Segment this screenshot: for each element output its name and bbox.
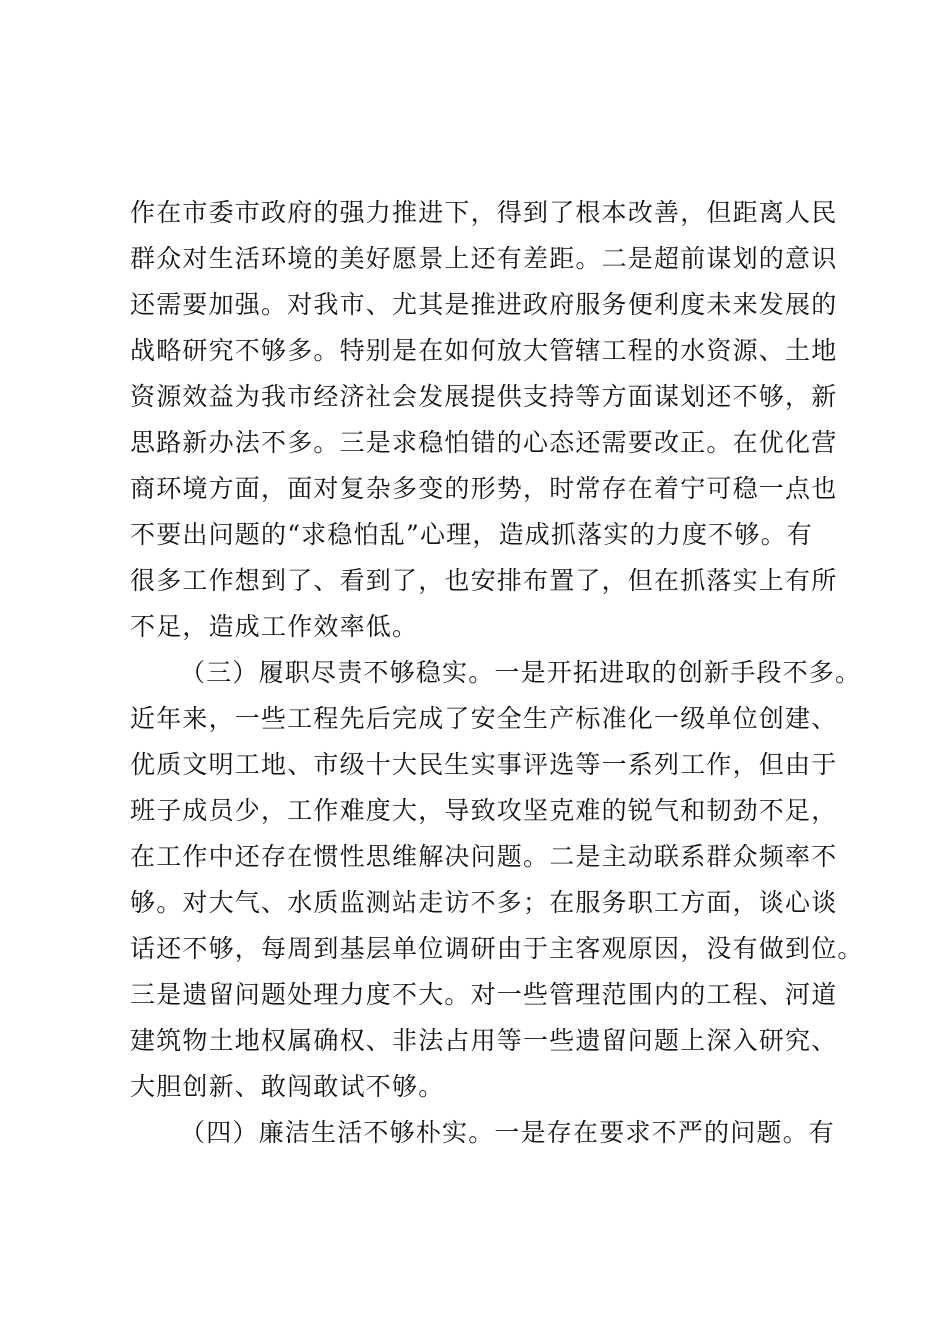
text-line: 商环境方面，面对复杂多变的形势，时常存在着宁可稳一点也 xyxy=(130,474,838,503)
text-line: 大胆创新、敢闯敢试不够。 xyxy=(130,1072,445,1101)
text-line: 近年来，一些工程先后完成了安全生产标准化一级单位创建、 xyxy=(130,704,838,733)
text-line: 三是遗留问题处理力度不大。对一些管理范围内的工程、河道 xyxy=(130,980,838,1009)
section-heading-line: （三）履职尽责不够稳实。一是开拓进取的创新手段不多。 xyxy=(180,658,862,687)
text-line: 资源效益为我市经济社会发展提供支持等方面谋划还不够，新 xyxy=(130,382,838,411)
body-text xyxy=(130,190,864,1156)
text-line: 群众对生活环境的美好愿景上还有差距。二是超前谋划的意识 xyxy=(130,244,838,273)
text-line: 在工作中还存在惯性思维解决问题。二是主动联系群众频率不 xyxy=(130,842,838,871)
text-line: 战略研究不够多。特别是在如何放大管辖工程的水资源、土地 xyxy=(130,336,838,365)
text-line: 很多工作想到了、看到了，也安排布置了，但在抓落实上有所 xyxy=(130,566,838,595)
text-line: 优质文明工地、市级十大民生实事评选等一系列工作，但由于 xyxy=(130,750,838,779)
text-line: 班子成员少，工作难度大，导致攻坚克难的锐气和韧劲不足， xyxy=(130,796,838,825)
section-heading-line: （四）廉洁生活不够朴实。一是存在要求不严的问题。有 xyxy=(180,1118,836,1147)
text-line: 够。对大气、水质监测站走访不多；在服务职工方面，谈心谈 xyxy=(130,888,838,917)
text-line: 话还不够，每周到基层单位调研由于主客观原因，没有做到位。 xyxy=(130,934,864,963)
text-line: 思路新办法不多。三是求稳怕错的心态还需要改正。在优化营 xyxy=(130,428,838,457)
text-line: 作在市委市政府的强力推进下，得到了根本改善，但距离人民 xyxy=(130,198,838,227)
text-line: 不足，造成工作效率低。 xyxy=(130,612,419,641)
text-line: 还需要加强。对我市、尤其是推进政府服务便利度未来发展的 xyxy=(130,290,838,319)
text-line: 建筑物土地权属确权、非法占用等一些遗留问题上深入研究、 xyxy=(130,1026,838,1055)
text-line: 不要出问题的“求稳怕乱”心理，造成抓落实的力度不够。有 xyxy=(130,520,813,549)
